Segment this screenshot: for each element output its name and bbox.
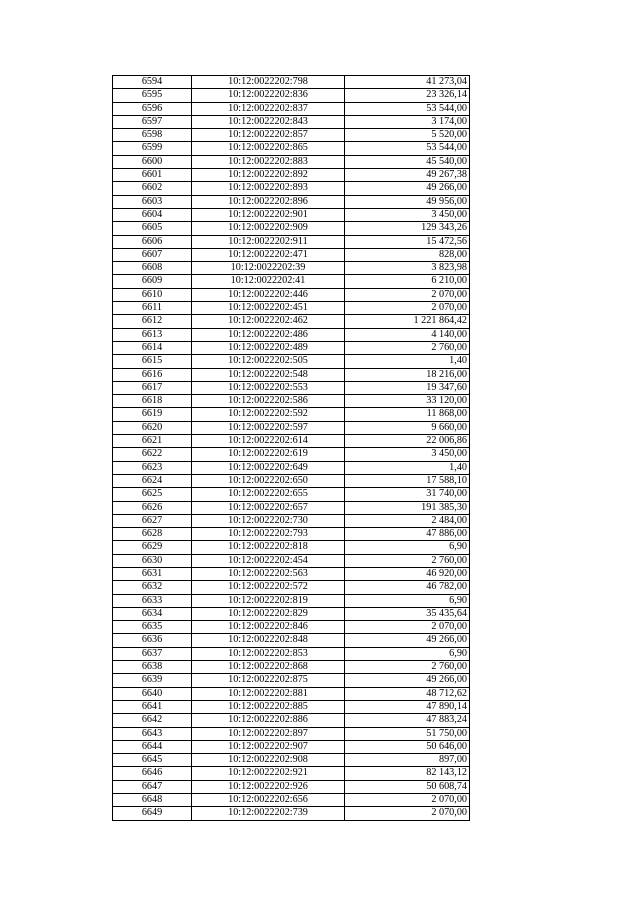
row-number-cell: 6642 [113, 714, 192, 727]
table-row [113, 488, 470, 501]
cadastral-number-cell: 10:12:0022202:39 [192, 262, 345, 275]
row-number-cell: 6596 [113, 102, 192, 115]
cadastral-number-cell: 10:12:0022202:892 [192, 169, 345, 182]
value-cell: 2 760,00 [345, 554, 470, 567]
row-number-cell: 6628 [113, 528, 192, 541]
table-row [113, 328, 470, 341]
row-number-cell: 6631 [113, 567, 192, 580]
row-number-cell: 6645 [113, 754, 192, 767]
table-row [113, 607, 470, 620]
table-row [113, 142, 470, 155]
value-cell: 48 712,62 [345, 687, 470, 700]
table-row [113, 807, 470, 820]
row-number-cell: 6625 [113, 488, 192, 501]
cadastral-number-cell: 10:12:0022202:505 [192, 355, 345, 368]
cadastral-number-cell: 10:12:0022202:843 [192, 115, 345, 128]
row-number-cell: 6644 [113, 740, 192, 753]
table-row [113, 541, 470, 554]
cadastral-number-cell: 10:12:0022202:907 [192, 740, 345, 753]
row-number-cell: 6629 [113, 541, 192, 554]
table-row [113, 169, 470, 182]
cadastral-number-cell: 10:12:0022202:451 [192, 302, 345, 315]
row-number-cell: 6641 [113, 700, 192, 713]
cadastral-number-cell: 10:12:0022202:548 [192, 368, 345, 381]
table-row [113, 714, 470, 727]
cadastral-number-cell: 10:12:0022202:471 [192, 248, 345, 261]
value-cell: 9 660,00 [345, 421, 470, 434]
cadastral-number-cell: 10:12:0022202:857 [192, 129, 345, 142]
cadastral-number-cell: 10:12:0022202:446 [192, 288, 345, 301]
cadastral-number-cell: 10:12:0022202:592 [192, 408, 345, 421]
cadastral-number-cell: 10:12:0022202:893 [192, 182, 345, 195]
row-number-cell: 6607 [113, 248, 192, 261]
value-cell: 1,40 [345, 355, 470, 368]
table-row [113, 727, 470, 740]
row-number-cell: 6601 [113, 169, 192, 182]
row-number-cell: 6599 [113, 142, 192, 155]
value-cell: 6,90 [345, 594, 470, 607]
value-cell: 49 266,00 [345, 182, 470, 195]
table-row [113, 89, 470, 102]
row-number-cell: 6606 [113, 235, 192, 248]
cadastral-number-cell: 10:12:0022202:846 [192, 621, 345, 634]
row-number-cell: 6621 [113, 435, 192, 448]
row-number-cell: 6643 [113, 727, 192, 740]
value-cell: 2 760,00 [345, 661, 470, 674]
cadastral-number-cell: 10:12:0022202:865 [192, 142, 345, 155]
value-cell: 53 544,00 [345, 102, 470, 115]
table-row [113, 302, 470, 315]
table-row [113, 222, 470, 235]
row-number-cell: 6595 [113, 89, 192, 102]
row-number-cell: 6634 [113, 607, 192, 620]
value-cell: 53 544,00 [345, 142, 470, 155]
cadastral-number-cell: 10:12:0022202:793 [192, 528, 345, 541]
cadastral-number-cell: 10:12:0022202:739 [192, 807, 345, 820]
row-number-cell: 6611 [113, 302, 192, 315]
table-row [113, 461, 470, 474]
value-cell: 2 484,00 [345, 514, 470, 527]
table-row [113, 76, 470, 89]
row-number-cell: 6623 [113, 461, 192, 474]
row-number-cell: 6635 [113, 621, 192, 634]
row-number-cell: 6638 [113, 661, 192, 674]
value-cell: 31 740,00 [345, 488, 470, 501]
cadastral-value-table [112, 75, 470, 821]
value-cell: 18 216,00 [345, 368, 470, 381]
cadastral-number-cell: 10:12:0022202:909 [192, 222, 345, 235]
row-number-cell: 6598 [113, 129, 192, 142]
value-cell: 17 588,10 [345, 474, 470, 487]
cadastral-number-cell: 10:12:0022202:819 [192, 594, 345, 607]
cadastral-number-cell: 10:12:0022202:650 [192, 474, 345, 487]
value-cell: 82 143,12 [345, 767, 470, 780]
value-cell: 11 868,00 [345, 408, 470, 421]
table-row [113, 341, 470, 354]
table-row [113, 182, 470, 195]
row-number-cell: 6602 [113, 182, 192, 195]
cadastral-number-cell: 10:12:0022202:883 [192, 155, 345, 168]
table-row [113, 501, 470, 514]
value-cell: 4 140,00 [345, 328, 470, 341]
value-cell: 23 326,14 [345, 89, 470, 102]
table-row [113, 528, 470, 541]
cadastral-number-cell: 10:12:0022202:489 [192, 341, 345, 354]
value-cell: 1,40 [345, 461, 470, 474]
value-cell: 2 070,00 [345, 807, 470, 820]
value-cell: 33 120,00 [345, 395, 470, 408]
row-number-cell: 6617 [113, 381, 192, 394]
row-number-cell: 6647 [113, 780, 192, 793]
cadastral-number-cell: 10:12:0022202:908 [192, 754, 345, 767]
table-row [113, 780, 470, 793]
table-row [113, 448, 470, 461]
table-row [113, 794, 470, 807]
value-cell: 49 266,00 [345, 674, 470, 687]
value-cell: 46 782,00 [345, 581, 470, 594]
table-row [113, 674, 470, 687]
row-number-cell: 6613 [113, 328, 192, 341]
cadastral-number-cell: 10:12:0022202:837 [192, 102, 345, 115]
value-cell: 49 267,38 [345, 169, 470, 182]
cadastral-number-cell: 10:12:0022202:41 [192, 275, 345, 288]
cadastral-number-cell: 10:12:0022202:885 [192, 700, 345, 713]
table-row [113, 621, 470, 634]
row-number-cell: 6619 [113, 408, 192, 421]
row-number-cell: 6600 [113, 155, 192, 168]
cadastral-number-cell: 10:12:0022202:848 [192, 634, 345, 647]
row-number-cell: 6633 [113, 594, 192, 607]
value-cell: 2 070,00 [345, 302, 470, 315]
row-number-cell: 6639 [113, 674, 192, 687]
table-row [113, 514, 470, 527]
cadastral-number-cell: 10:12:0022202:896 [192, 195, 345, 208]
value-cell: 35 435,64 [345, 607, 470, 620]
row-number-cell: 6610 [113, 288, 192, 301]
table-row [113, 102, 470, 115]
cadastral-number-cell: 10:12:0022202:836 [192, 89, 345, 102]
value-cell: 45 540,00 [345, 155, 470, 168]
table-row [113, 581, 470, 594]
value-cell: 15 472,56 [345, 235, 470, 248]
value-cell: 19 347,60 [345, 381, 470, 394]
cadastral-number-cell: 10:12:0022202:655 [192, 488, 345, 501]
table-row [113, 115, 470, 128]
value-cell: 3 450,00 [345, 208, 470, 221]
table-row [113, 315, 470, 328]
row-number-cell: 6624 [113, 474, 192, 487]
cadastral-number-cell: 10:12:0022202:656 [192, 794, 345, 807]
value-cell: 129 343,26 [345, 222, 470, 235]
value-cell: 41 273,04 [345, 76, 470, 89]
cadastral-number-cell: 10:12:0022202:901 [192, 208, 345, 221]
cadastral-number-cell: 10:12:0022202:563 [192, 567, 345, 580]
value-cell: 50 608,74 [345, 780, 470, 793]
row-number-cell: 6616 [113, 368, 192, 381]
cadastral-number-cell: 10:12:0022202:619 [192, 448, 345, 461]
value-cell: 1 221 864,42 [345, 315, 470, 328]
table-body [113, 76, 470, 821]
row-number-cell: 6626 [113, 501, 192, 514]
cadastral-number-cell: 10:12:0022202:454 [192, 554, 345, 567]
row-number-cell: 6620 [113, 421, 192, 434]
row-number-cell: 6632 [113, 581, 192, 594]
table-row [113, 567, 470, 580]
cadastral-number-cell: 10:12:0022202:586 [192, 395, 345, 408]
table-row [113, 208, 470, 221]
row-number-cell: 6622 [113, 448, 192, 461]
row-number-cell: 6594 [113, 76, 192, 89]
value-cell: 6,90 [345, 541, 470, 554]
value-cell: 3 823,98 [345, 262, 470, 275]
row-number-cell: 6618 [113, 395, 192, 408]
value-cell: 897,00 [345, 754, 470, 767]
value-cell: 5 520,00 [345, 129, 470, 142]
table-row [113, 435, 470, 448]
table-row [113, 474, 470, 487]
value-cell: 3 450,00 [345, 448, 470, 461]
row-number-cell: 6609 [113, 275, 192, 288]
value-cell: 2 070,00 [345, 621, 470, 634]
table-row [113, 661, 470, 674]
row-number-cell: 6627 [113, 514, 192, 527]
cadastral-number-cell: 10:12:0022202:572 [192, 581, 345, 594]
row-number-cell: 6649 [113, 807, 192, 820]
table-row [113, 647, 470, 660]
value-cell: 2 760,00 [345, 341, 470, 354]
document-page [112, 75, 467, 821]
value-cell: 50 646,00 [345, 740, 470, 753]
table-row [113, 248, 470, 261]
cadastral-number-cell: 10:12:0022202:921 [192, 767, 345, 780]
value-cell: 47 890,14 [345, 700, 470, 713]
table-row [113, 395, 470, 408]
value-cell: 49 956,00 [345, 195, 470, 208]
table-row [113, 687, 470, 700]
table-row [113, 355, 470, 368]
cadastral-number-cell: 10:12:0022202:853 [192, 647, 345, 660]
cadastral-number-cell: 10:12:0022202:614 [192, 435, 345, 448]
row-number-cell: 6614 [113, 341, 192, 354]
table-row [113, 554, 470, 567]
row-number-cell: 6605 [113, 222, 192, 235]
table-row [113, 740, 470, 753]
cadastral-number-cell: 10:12:0022202:886 [192, 714, 345, 727]
row-number-cell: 6612 [113, 315, 192, 328]
table-row [113, 288, 470, 301]
value-cell: 828,00 [345, 248, 470, 261]
table-row [113, 700, 470, 713]
table-row [113, 381, 470, 394]
value-cell: 46 920,00 [345, 567, 470, 580]
value-cell: 191 385,30 [345, 501, 470, 514]
value-cell: 2 070,00 [345, 288, 470, 301]
table-row [113, 275, 470, 288]
cadastral-number-cell: 10:12:0022202:818 [192, 541, 345, 554]
cadastral-number-cell: 10:12:0022202:553 [192, 381, 345, 394]
row-number-cell: 6597 [113, 115, 192, 128]
row-number-cell: 6640 [113, 687, 192, 700]
cadastral-number-cell: 10:12:0022202:486 [192, 328, 345, 341]
cadastral-number-cell: 10:12:0022202:462 [192, 315, 345, 328]
row-number-cell: 6630 [113, 554, 192, 567]
table-row [113, 155, 470, 168]
table-row [113, 754, 470, 767]
cadastral-number-cell: 10:12:0022202:798 [192, 76, 345, 89]
table-row [113, 129, 470, 142]
table-row [113, 634, 470, 647]
row-number-cell: 6608 [113, 262, 192, 275]
cadastral-number-cell: 10:12:0022202:897 [192, 727, 345, 740]
row-number-cell: 6636 [113, 634, 192, 647]
row-number-cell: 6648 [113, 794, 192, 807]
value-cell: 2 070,00 [345, 794, 470, 807]
table-row [113, 594, 470, 607]
table-row [113, 408, 470, 421]
table-row [113, 368, 470, 381]
cadastral-number-cell: 10:12:0022202:649 [192, 461, 345, 474]
value-cell: 47 883,24 [345, 714, 470, 727]
table-row [113, 235, 470, 248]
cadastral-number-cell: 10:12:0022202:875 [192, 674, 345, 687]
row-number-cell: 6603 [113, 195, 192, 208]
row-number-cell: 6615 [113, 355, 192, 368]
row-number-cell: 6604 [113, 208, 192, 221]
row-number-cell: 6637 [113, 647, 192, 660]
value-cell: 6 210,00 [345, 275, 470, 288]
cadastral-number-cell: 10:12:0022202:597 [192, 421, 345, 434]
value-cell: 22 006,86 [345, 435, 470, 448]
table-row [113, 262, 470, 275]
table-row [113, 767, 470, 780]
value-cell: 49 266,00 [345, 634, 470, 647]
value-cell: 6,90 [345, 647, 470, 660]
cadastral-number-cell: 10:12:0022202:868 [192, 661, 345, 674]
cadastral-number-cell: 10:12:0022202:657 [192, 501, 345, 514]
table-row [113, 421, 470, 434]
cadastral-number-cell: 10:12:0022202:926 [192, 780, 345, 793]
cadastral-number-cell: 10:12:0022202:829 [192, 607, 345, 620]
value-cell: 3 174,00 [345, 115, 470, 128]
cadastral-number-cell: 10:12:0022202:730 [192, 514, 345, 527]
row-number-cell: 6646 [113, 767, 192, 780]
cadastral-number-cell: 10:12:0022202:911 [192, 235, 345, 248]
value-cell: 47 886,00 [345, 528, 470, 541]
table-row [113, 195, 470, 208]
cadastral-number-cell: 10:12:0022202:881 [192, 687, 345, 700]
value-cell: 51 750,00 [345, 727, 470, 740]
